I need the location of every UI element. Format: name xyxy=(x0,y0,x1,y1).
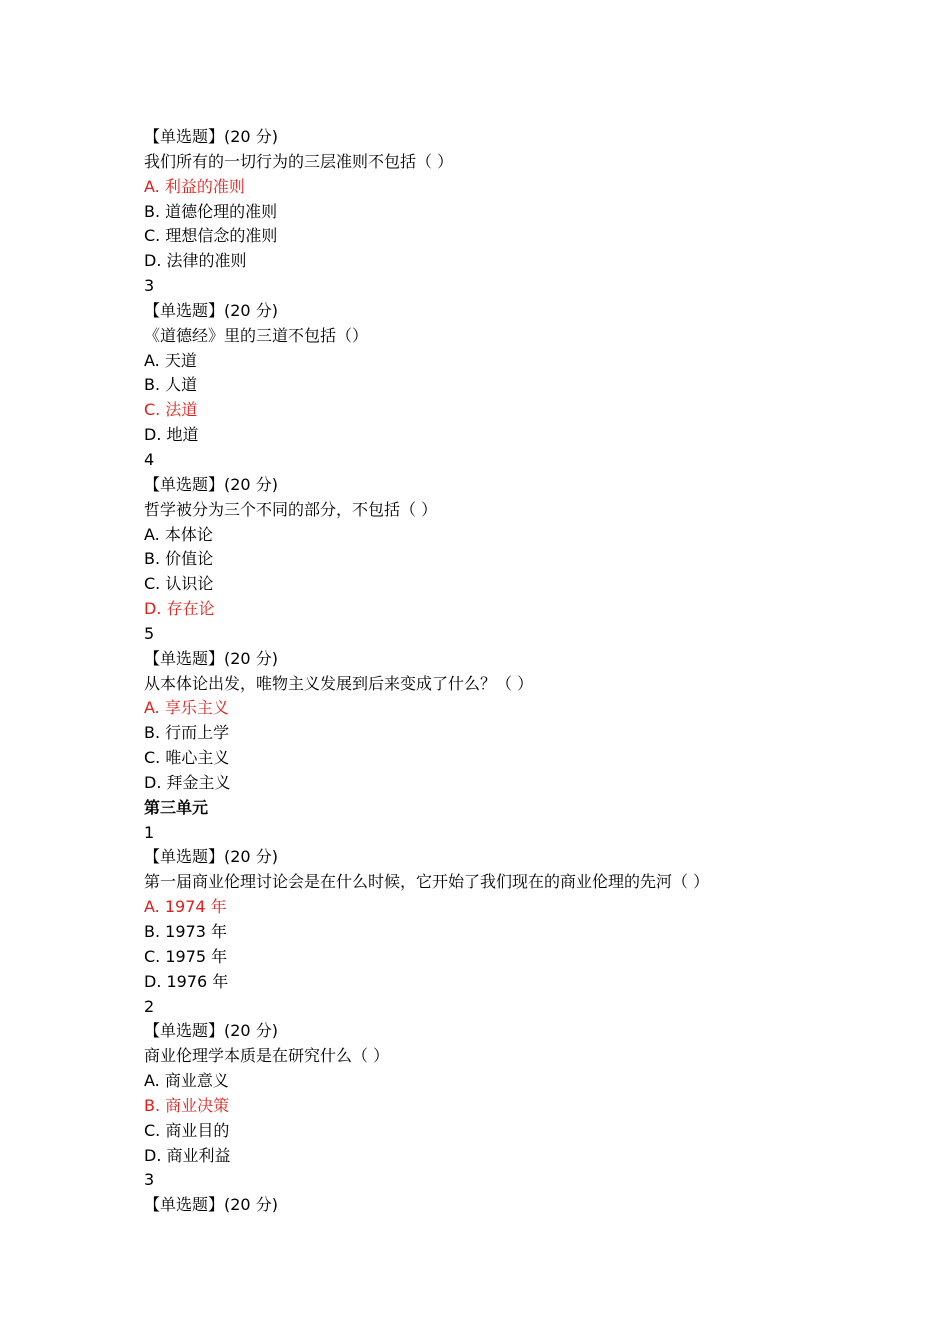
question-text: 《道德经》里的三道不包括（） xyxy=(144,325,369,345)
question-text: 从本体论出发，唯物主义发展到后来变成了什么？（ ） xyxy=(144,673,534,693)
answer-option: A. 商业意义 xyxy=(144,1071,229,1091)
answer-option-correct: A. 1974 年 xyxy=(144,897,227,917)
question-text: 商业伦理学本质是在研究什么（ ） xyxy=(144,1046,390,1066)
answer-option: D. 法律的准则 xyxy=(144,251,247,271)
section-heading: 第三单元 xyxy=(144,797,209,817)
question-number: 4 xyxy=(144,449,155,469)
question-type-tag: 【单选题】(20 分) xyxy=(144,847,278,867)
answer-option: C. 商业目的 xyxy=(144,1120,230,1140)
answer-option: D. 拜金主义 xyxy=(144,772,231,792)
answer-option-correct: D. 存在论 xyxy=(144,599,215,619)
answer-option-correct: A. 利益的准则 xyxy=(144,176,245,196)
answer-option: A. 天道 xyxy=(144,350,197,370)
question-number: 3 xyxy=(144,1170,155,1190)
answer-option: C. 1975 年 xyxy=(144,946,228,966)
question-number: 5 xyxy=(144,623,155,643)
answer-option-correct: C. 法道 xyxy=(144,400,198,420)
answer-option: B. 道德伦理的准则 xyxy=(144,201,278,221)
answer-option: B. 1973 年 xyxy=(144,922,227,941)
answer-option: D. 1976 年 xyxy=(144,971,229,991)
question-number: 1 xyxy=(144,822,155,842)
answer-option: B. 人道 xyxy=(144,375,198,395)
question-text: 哲学被分为三个不同的部分，不包括（ ） xyxy=(144,499,438,519)
question-text: 第一届商业伦理讨论会是在什么时候，它开始了我们现在的商业伦理的先河（ ） xyxy=(144,872,710,892)
answer-option: C. 唯心主义 xyxy=(144,748,230,768)
answer-option: D. 地道 xyxy=(144,425,199,445)
answer-option: A. 本体论 xyxy=(144,524,213,544)
question-type-tag: 【单选题】(20 分) xyxy=(144,648,278,668)
question-number: 3 xyxy=(144,276,155,296)
question-type-tag: 【单选题】(20 分) xyxy=(144,300,278,320)
question-type-tag: 【单选题】(20 分) xyxy=(144,474,278,494)
question-type-tag: 【单选题】(20 分) xyxy=(144,127,278,146)
answer-option-correct: B. 商业决策 xyxy=(144,1095,230,1115)
question-text: 我们所有的一切行为的三层准则不包括（ ） xyxy=(144,151,454,171)
answer-option: B. 行而上学 xyxy=(144,723,230,743)
document-page xyxy=(144,125,844,1218)
answer-option-correct: A. 享乐主义 xyxy=(144,698,229,718)
answer-option: C. 认识论 xyxy=(144,574,214,594)
answer-option: D. 商业利益 xyxy=(144,1145,231,1165)
question-number: 2 xyxy=(144,996,155,1016)
question-type-tag: 【单选题】(20 分) xyxy=(144,1021,278,1041)
question-type-tag: 【单选题】(20 分) xyxy=(144,1195,278,1215)
answer-option: B. 价值论 xyxy=(144,549,214,569)
answer-option: C. 理想信念的准则 xyxy=(144,226,278,246)
